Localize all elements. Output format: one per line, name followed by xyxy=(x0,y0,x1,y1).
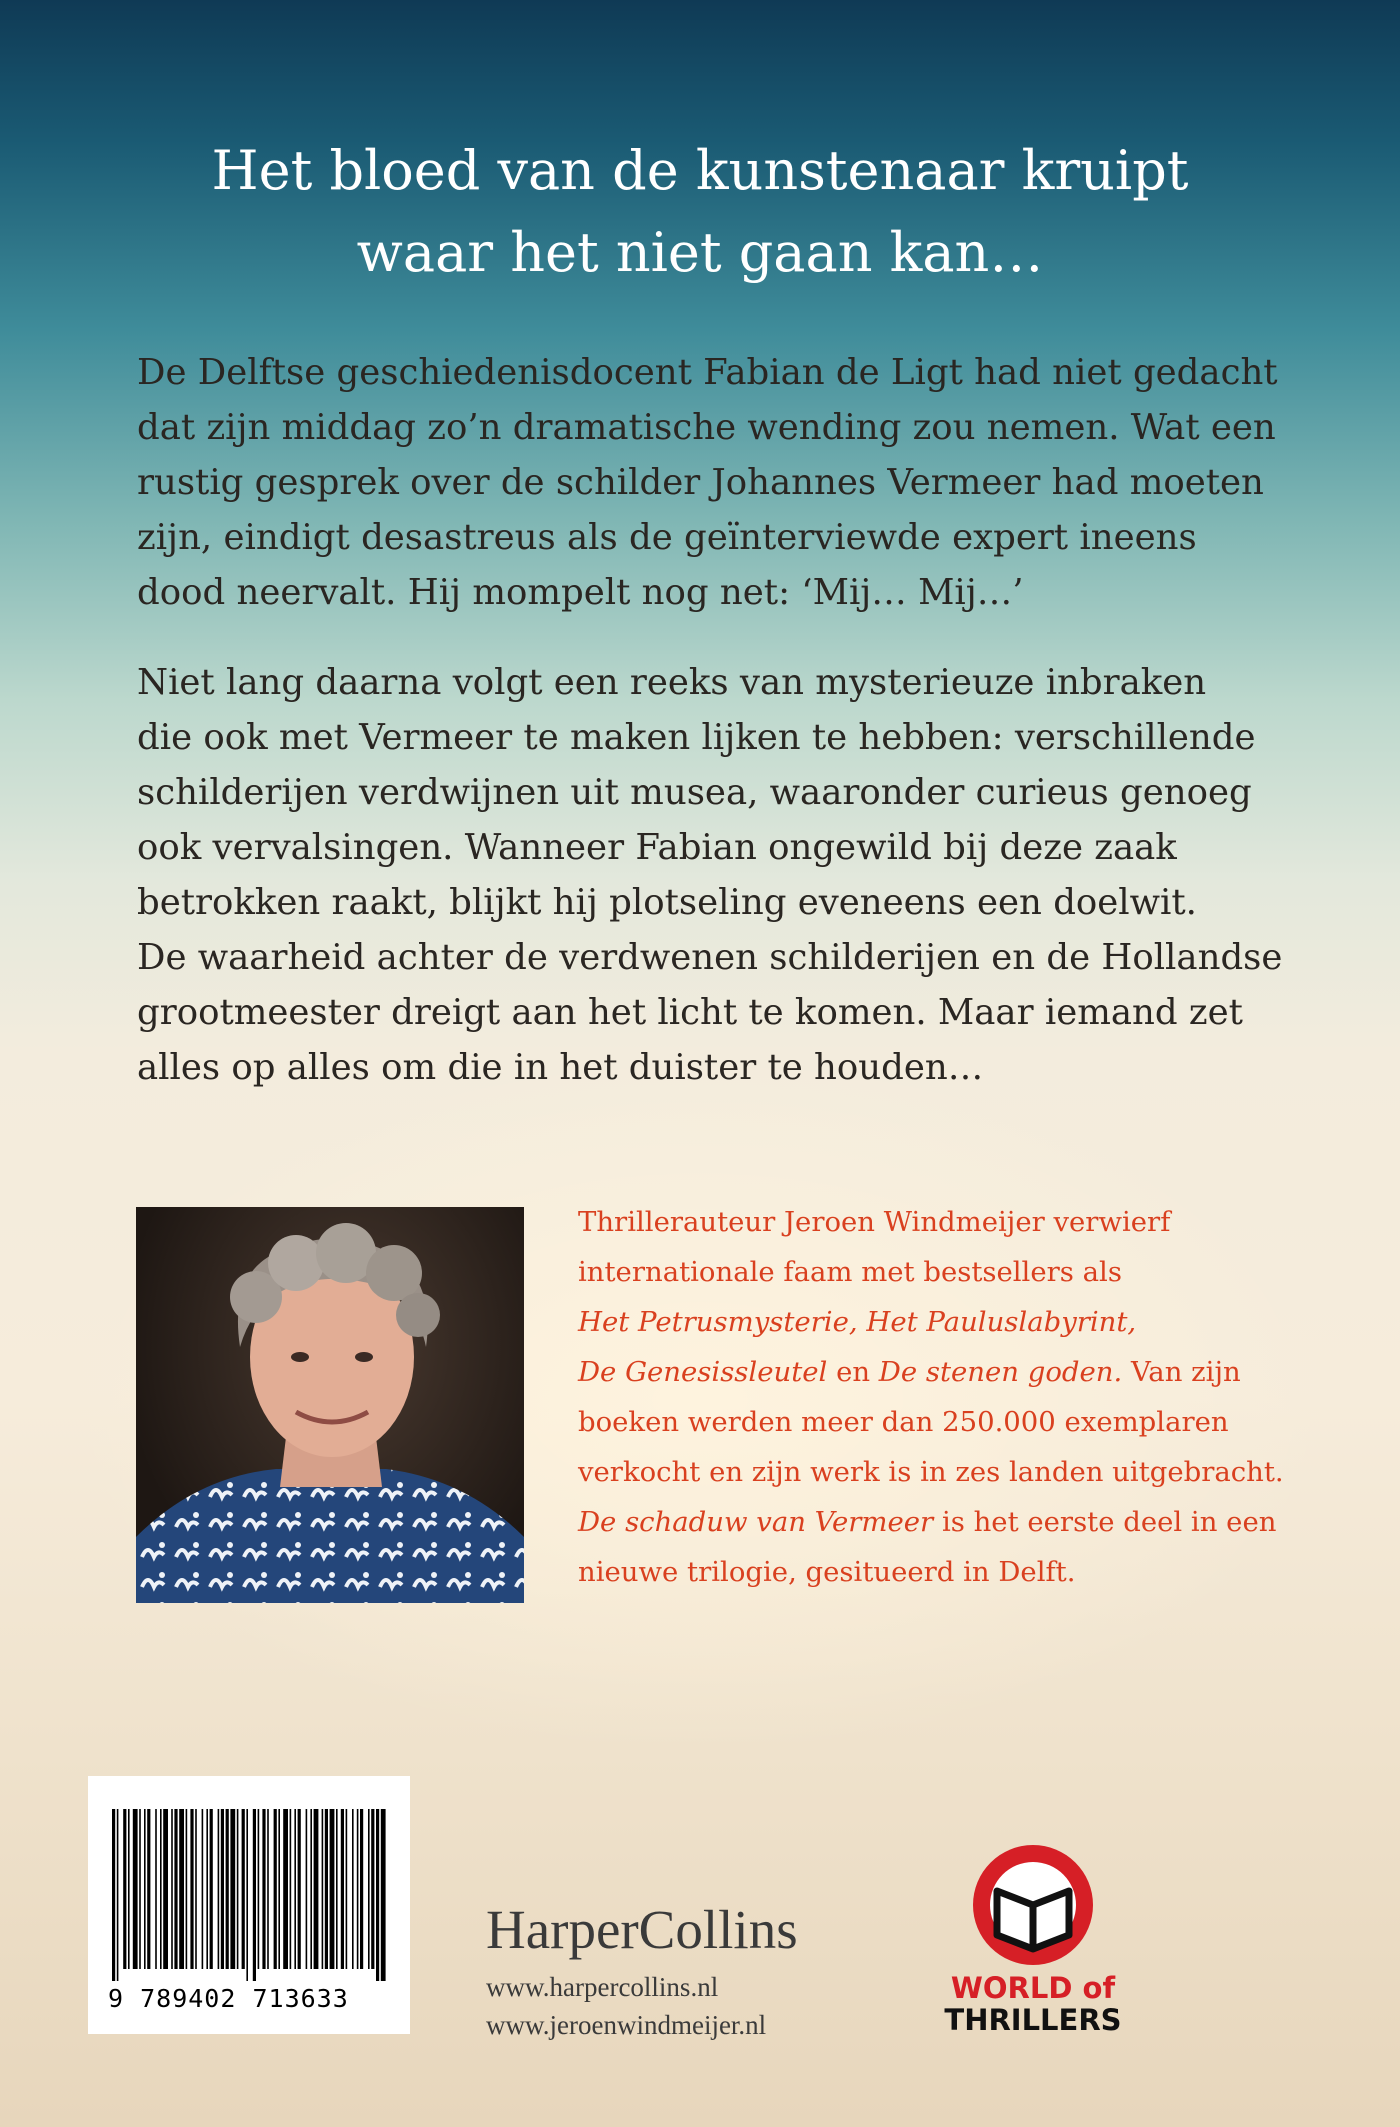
barcode-bar xyxy=(195,1809,197,1969)
barcode-bar xyxy=(314,1809,319,1969)
barcode-bar xyxy=(112,1809,115,1981)
barcode-bar xyxy=(160,1809,162,1969)
barcode-bar xyxy=(310,1809,312,1969)
book-title-italic: De Genesissleutel xyxy=(578,1356,828,1388)
barcode-bar xyxy=(144,1809,146,1969)
blurb-line: De Delftse geschiedenisdocent Fabian de Ligt had niet gedacht xyxy=(137,352,1278,393)
barcode-bar xyxy=(262,1809,265,1969)
logo-text-world-of: WORLD of xyxy=(950,1971,1116,2005)
blurb-line: betrokken raakt, blijkt hij plotseling eveneens een doelwit. xyxy=(137,882,1197,923)
blurb-line: De waarheid achter de verdwenen schilderijen en de Hollandse xyxy=(137,937,1283,978)
blurb-line: ook vervalsingen. Wanneer Fabian ongewild bij deze zaak xyxy=(137,827,1177,868)
book-titles-italic: Het Petrusmysterie, Het Pauluslabyrint, xyxy=(578,1306,1137,1338)
barcode-bar xyxy=(274,1809,277,1969)
open-book-circle-icon xyxy=(935,1843,1131,1973)
author-portrait-illustration xyxy=(136,1207,524,1603)
blurb-line: grootmeester dreigt aan het licht te komen. Maar iemand zet xyxy=(137,992,1243,1033)
barcode-bar xyxy=(171,1809,173,1969)
bio-line: boeken werden meer dan 250.000 exemplaren xyxy=(578,1406,1229,1438)
barcode-bar xyxy=(306,1809,308,1969)
bio-line: nieuwe trilogie, gesitueerd in Delft. xyxy=(578,1556,1076,1588)
barcode-bar xyxy=(186,1809,188,1969)
blurb-paragraph-2 xyxy=(137,655,1297,1095)
blurb-line: Niet lang daarna volgt een reeks van mysterieuze inbraken xyxy=(137,662,1207,703)
barcode-bar xyxy=(246,1809,248,1981)
barcode-bar xyxy=(298,1809,301,1969)
bio-line: internationale faam met bestsellers als xyxy=(578,1256,1122,1288)
barcode-bar xyxy=(278,1809,280,1969)
barcode-bar xyxy=(202,1809,204,1969)
barcode-bar xyxy=(218,1809,220,1969)
barcode-bars xyxy=(112,1809,387,1981)
world-of-thrillers-logo xyxy=(935,1843,1131,2038)
barcode-bar xyxy=(341,1809,344,1969)
barcode-bar xyxy=(294,1809,296,1969)
barcode-bar xyxy=(237,1809,239,1969)
book-title-italic: De schaduw van Vermeer xyxy=(578,1506,934,1538)
publisher-logo: HarperCollins xyxy=(486,1899,798,1960)
barcode-bar xyxy=(371,1809,374,1969)
bio-line: Thrillerauteur Jeroen Windmeijer verwierf xyxy=(578,1206,1171,1238)
isbn-number: 9 789402 713633 xyxy=(108,1984,349,2013)
barcode-bar xyxy=(322,1809,324,1969)
bio-line xyxy=(578,1347,1298,1397)
barcode-bar xyxy=(226,1809,229,1969)
blurb-line: dood neervalt. Hij mompelt nog net: ‘Mij… Mij…’ xyxy=(137,572,1024,613)
barcode-bar xyxy=(325,1809,328,1969)
bio-line: verkocht en zijn werk is in zes landen uitgebracht. xyxy=(578,1456,1284,1488)
author-url: www.jeroenwindmeijer.nl xyxy=(486,2010,767,2040)
tagline-line-1: Het bloed van de kunstenaar kruipt xyxy=(211,139,1189,202)
bio-text: is het eerste deel in een xyxy=(933,1506,1277,1538)
barcode-bar xyxy=(258,1809,260,1969)
bio-line xyxy=(578,1497,1298,1547)
barcode-bar xyxy=(190,1809,193,1969)
barcode-bar xyxy=(221,1809,224,1969)
blurb-line: zijn, eindigt desastreus als de geïnterviewde expert ineens xyxy=(137,517,1197,558)
book-title-italic: De stenen goden. xyxy=(878,1356,1123,1388)
blurb-line: dat zijn middag zo’n dramatische wending zou nemen. Wat een xyxy=(137,407,1276,448)
barcode-bar xyxy=(242,1809,245,1969)
barcode-bar xyxy=(330,1809,335,1969)
isbn-barcode xyxy=(88,1776,410,2034)
barcode-bar xyxy=(346,1809,348,1969)
logo-text-thrillers: THRILLERS xyxy=(944,2003,1122,2037)
tagline xyxy=(0,130,1400,294)
barcode-bar xyxy=(360,1809,363,1969)
blurb-line: die ook met Vermeer te maken lijken te hebben: verschillende xyxy=(137,717,1256,758)
barcode-bar xyxy=(381,1809,386,1981)
barcode-bar xyxy=(133,1809,138,1969)
barcode-bar xyxy=(179,1809,184,1969)
author-photo xyxy=(136,1207,524,1603)
barcode-bar xyxy=(128,1809,130,1969)
bio-text: Van zijn xyxy=(1122,1356,1241,1388)
barcode-bar xyxy=(368,1809,370,1969)
barcode-bar xyxy=(230,1809,235,1969)
blurb-line: schilderijen verdwijnen uit musea, waaronder curieus genoeg xyxy=(137,772,1252,813)
barcode-bar xyxy=(336,1809,338,1969)
barcode-bar xyxy=(123,1809,126,1969)
barcode-bar xyxy=(352,1809,354,1969)
blurb-line: alles op alles om die in het duister te houden… xyxy=(137,1047,984,1088)
bio-line xyxy=(578,1297,1298,1347)
barcode-bar xyxy=(163,1809,168,1969)
barcode-bar xyxy=(376,1809,379,1981)
blurb-paragraph-1 xyxy=(137,345,1297,620)
barcode-bar xyxy=(147,1809,150,1969)
barcode-bar xyxy=(267,1809,269,1969)
barcode-bar xyxy=(206,1809,208,1969)
barcode-bar xyxy=(210,1809,213,1969)
barcode-bar xyxy=(357,1809,359,1969)
barcode-bar xyxy=(155,1809,157,1969)
barcode-bar xyxy=(283,1809,288,1969)
barcode-bar xyxy=(253,1809,256,1981)
blurb-line: rustig gesprek over de schilder Johannes Vermeer had moeten xyxy=(137,462,1264,503)
publisher-url: www.harpercollins.nl xyxy=(486,1972,719,2002)
barcode-bar xyxy=(290,1809,292,1969)
tagline-line-2: waar het niet gaan kan… xyxy=(356,221,1044,284)
author-bio xyxy=(578,1197,1298,1597)
barcode-bar xyxy=(139,1809,141,1969)
barcode-bar xyxy=(117,1809,119,1981)
bio-text: en xyxy=(827,1356,879,1388)
barcode-bar xyxy=(174,1809,177,1969)
